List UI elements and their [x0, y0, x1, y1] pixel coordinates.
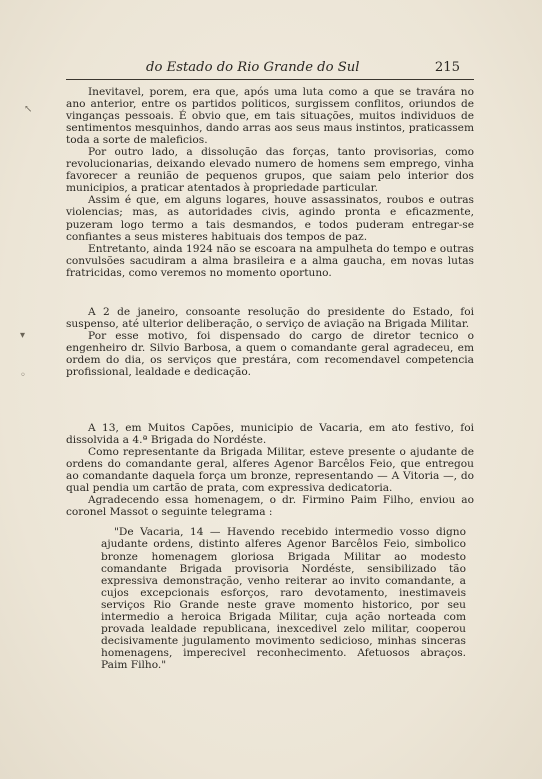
body-paragraph: Entretanto, ainda 1924 não se escoara na ampulheta do tempo e outras convulsões sacudiram a alma brasileira e a alma gaucha, em novas lutas fratricidas, como veremos no momento oportuno. — [66, 242, 474, 279]
body-paragraph: Inevitavel, porem, era que, após uma luta como a que se travára no ano anterior, entre os partidos politicos, surgissem conflitos, oriundos de vinganças pessoais. É obvio que, em tais situações, muitos individuos de sentimentos mesquinhos, dando arras aos seus maus instintos, praticassem toda a sorte de maleficios. — [66, 86, 474, 147]
section-gap — [66, 279, 474, 306]
body-paragraph: Como representante da Brigada Militar, esteve presente o ajudante de ordens do comandante geral, alferes Agenor Barcêlos Feio, que entregou ao comandante daquela força um bronze, representando — A Vitoria —, do qual pendia um cartão de prata, com expressiva dedicatoria. — [66, 446, 474, 495]
margin-mark: ▾ — [20, 330, 26, 341]
body-paragraph: Por esse motivo, foi dispensado do cargo de diretor tecnico o engenheiro dr. Silvio Barbosa, a quem o comandante geral agradeceu, em ordem do dia, os serviços que prestára, com recomendavel competencia profissional, lealdade e dedicação. — [66, 329, 474, 378]
page-body — [66, 86, 474, 671]
running-title: do Estado do Rio Grande do Sul — [146, 60, 360, 75]
body-paragraph: A 2 de janeiro, consoante resolução do presidente do Estado, foi suspenso, até ulterior deliberação, o serviço de aviação na Brigada Militar. — [66, 305, 474, 330]
margin-mark: ◦ — [20, 370, 26, 381]
body-paragraph: Assim é que, em alguns logares, houve assassinatos, roubos e outras violencias; mas, as autoridades civis, agindo pronta e eficazmente, puzeram logo termo a tais desmandos, e todos puderam entregar-se confiantes a seus misteres habituais dos tempos de paz. — [66, 194, 474, 243]
page-number: 215 — [434, 60, 460, 75]
telegram-text: "De Vacaria, 14 — Havendo recebido intermedio vosso digno ajudante ordens, distinto alferes Agenor Barcêlos Feio, simbolico bronze homenagem gloriosa Brigada Militar ao modesto comandante Brigada provisoria Nordéste, sensibilizado tão expressiva demonstração, venho reiterar ao invito comandante, a cujos excepcionais esforços, raro devotamento, inestimaveis serviços Rio Grande neste grave momento historico, por seu intermedio a heroica Brigada Militar, cuja ação norteada com provada lealdade republicana, inexcedivel zelo militar, cooperou decisivamente jugulamento movimento sedicioso, minhas sinceras homenagens, imperecivel reconhecimento. Afetuosos abraços. Paim Filho." — [101, 526, 466, 671]
margin-mark: ↖ — [24, 104, 33, 115]
telegram-quote — [101, 526, 466, 671]
body-paragraph: A 13, em Muitos Capões, municipio de Vacaria, em ato festivo, foi dissolvida a 4.ª Brigada do Nordéste. — [66, 422, 474, 447]
section-gap — [66, 378, 474, 422]
body-paragraph: Por outro lado, a dissolução das forças, tanto provisorias, como revolucionarias, deixando elevado numero de homens sem emprego, vinha favorecer a reunião de pequenos grupos, que saiam pelo interior dos municipios, a praticar atentados à propriedade particular. — [66, 146, 474, 195]
body-paragraph: Agradecendo essa homenagem, o dr. Firmino Paim Filho, enviou ao coronel Massot o seguinte telegrama : — [66, 494, 474, 519]
running-header — [66, 58, 474, 80]
